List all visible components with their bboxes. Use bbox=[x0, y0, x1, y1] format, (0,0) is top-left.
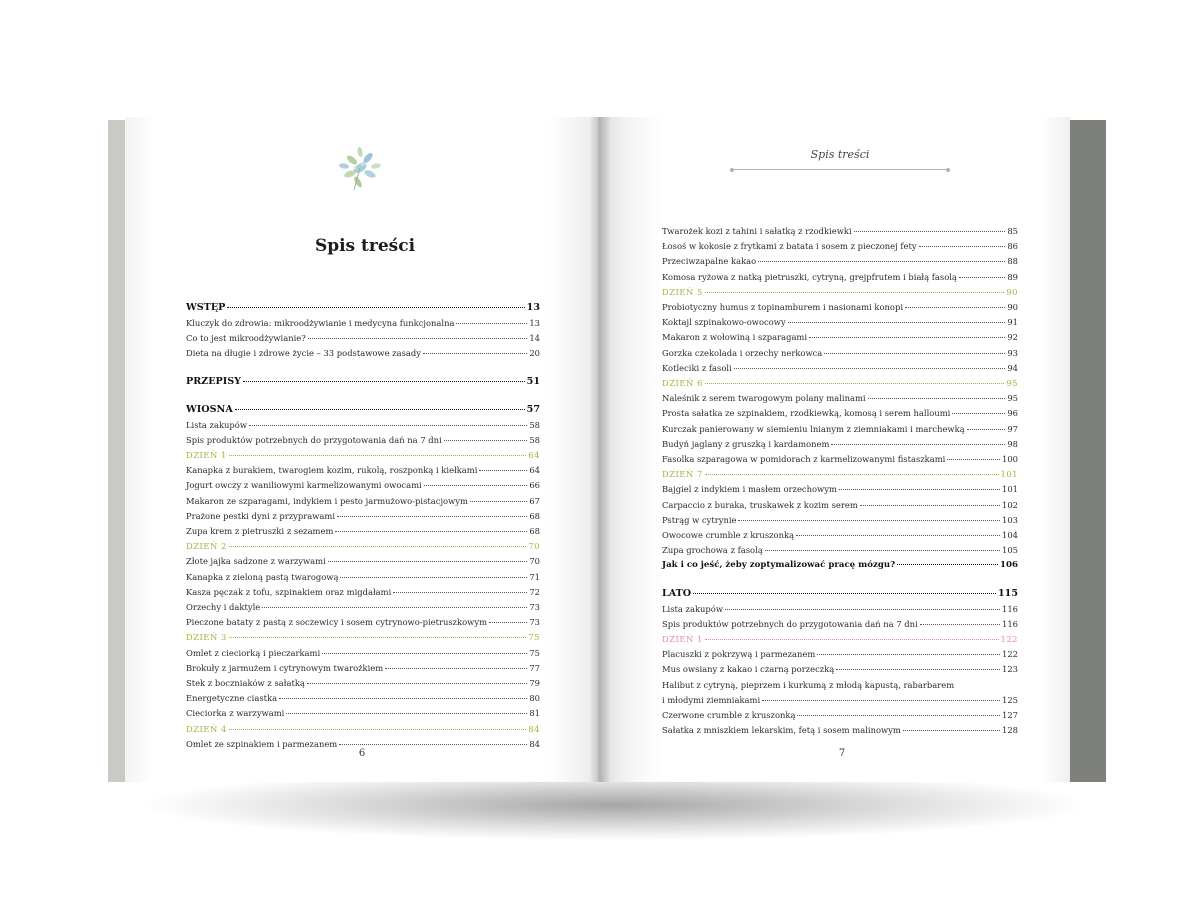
toc-entry-title: Zupa krem z pietruszki z sezamem bbox=[186, 526, 334, 537]
toc-entry-title: PRZEPISY bbox=[186, 375, 241, 387]
toc-entry bbox=[186, 331, 540, 346]
toc-entry-title: Brokuły z jarmużem i cytrynowym twarożkiem bbox=[186, 662, 384, 673]
toc-entry-page: 122 bbox=[1000, 634, 1018, 645]
toc-day-heading bbox=[662, 285, 1018, 300]
toc-entry-page: 101 bbox=[1002, 484, 1018, 495]
page-number-right: 7 bbox=[838, 748, 846, 759]
toc-entry-title: Kurczak panierowany w siemieniu lnianym z ziemniakami i marchewką bbox=[662, 423, 965, 434]
page-title: Spis treści bbox=[314, 236, 416, 256]
toc-entry-page: 105 bbox=[1002, 545, 1018, 556]
toc-entry-page: 14 bbox=[529, 333, 540, 344]
toc-entry-title: Koktajl szpinakowo-owocowy bbox=[662, 317, 786, 328]
toc-entry-page: 70 bbox=[529, 556, 540, 567]
toc-dot-leader bbox=[868, 398, 1006, 399]
toc-entry-title: Prażone pestki dyni z przyprawami bbox=[186, 510, 336, 521]
toc-entry-page: 73 bbox=[529, 602, 540, 613]
toc-entry-title: Przeciwzapalne kakao bbox=[662, 256, 757, 267]
toc-entry bbox=[186, 615, 540, 630]
toc-entry-title: Omlet ze szpinakiem i parmezanem bbox=[186, 738, 338, 749]
toc-entry bbox=[662, 422, 1018, 437]
toc-entry bbox=[186, 418, 540, 433]
toc-chapter-heading bbox=[662, 558, 1018, 573]
toc-entry bbox=[662, 708, 1018, 723]
toc-entry bbox=[662, 528, 1018, 543]
toc-gap bbox=[662, 574, 1018, 586]
toc-dot-leader bbox=[286, 713, 527, 714]
toc-dot-leader bbox=[705, 292, 1005, 293]
toc-day-heading bbox=[662, 376, 1018, 391]
toc-entry bbox=[186, 524, 540, 539]
toc-section-heading bbox=[186, 300, 540, 316]
toc-dot-leader bbox=[836, 669, 1000, 670]
toc-entry bbox=[186, 463, 540, 478]
toc-gap bbox=[186, 390, 540, 402]
toc-entry-page: 80 bbox=[529, 693, 540, 704]
toc-dot-leader bbox=[307, 683, 527, 684]
toc-entry-title: Carpaccio z buraka, truskawek z kozim serem bbox=[662, 499, 858, 510]
toc-entry-title: Złote jajka sadzone z warzywami bbox=[186, 556, 326, 567]
toc-dot-leader bbox=[423, 353, 527, 354]
toc-dot-leader bbox=[762, 700, 1000, 701]
toc-dot-leader bbox=[824, 353, 1005, 354]
toc-dot-leader bbox=[335, 531, 527, 532]
toc-entry bbox=[662, 498, 1018, 513]
toc-entry bbox=[662, 239, 1018, 254]
toc-entry bbox=[662, 315, 1018, 330]
toc-day-heading bbox=[186, 722, 540, 737]
leaf-sprig-icon bbox=[330, 138, 390, 198]
toc-dot-leader bbox=[897, 564, 998, 565]
toc-right bbox=[662, 224, 1018, 739]
running-head-rule bbox=[732, 169, 948, 170]
toc-entry-title: Energetyczne ciastka bbox=[186, 693, 278, 704]
toc-entry-page: 84 bbox=[528, 723, 540, 734]
toc-dot-leader bbox=[693, 593, 996, 594]
toc-entry-page: 102 bbox=[1002, 499, 1018, 510]
toc-entry bbox=[662, 254, 1018, 269]
toc-entry bbox=[662, 346, 1018, 361]
toc-day-heading bbox=[186, 630, 540, 645]
toc-entry-page: 89 bbox=[1007, 271, 1018, 282]
toc-entry-title: Kluczyk do zdrowia: mikroodżywianie i medycyna funkcjonalna bbox=[186, 318, 455, 328]
toc-entry-title: DZIEŃ 6 bbox=[662, 378, 703, 389]
toc-dot-leader bbox=[479, 470, 527, 471]
toc-dot-leader bbox=[734, 368, 1006, 369]
toc-entry bbox=[662, 543, 1018, 558]
toc-entry-title: Prosta sałatka ze szpinakiem, rzodkiewką, komosą i serem halloumi bbox=[662, 408, 951, 419]
toc-section-heading bbox=[662, 586, 1018, 602]
toc-entry-title: DZIEŃ 4 bbox=[186, 723, 227, 734]
toc-entry-title: Lista zakupów bbox=[186, 419, 248, 430]
toc-entry bbox=[662, 662, 1018, 677]
toc-dot-leader bbox=[279, 698, 527, 699]
toc-entry-page: 88 bbox=[1007, 256, 1018, 267]
toc-entry-page: 72 bbox=[529, 586, 540, 597]
toc-entry-title: Gorzka czekolada i orzechy nerkowca bbox=[662, 347, 823, 358]
toc-entry bbox=[662, 437, 1018, 452]
toc-entry-title: Pieczone bataty z pastą z soczewicy i sosem cytrynowo-pietruszkowym bbox=[186, 617, 488, 628]
toc-left bbox=[186, 300, 540, 752]
toc-dot-leader bbox=[903, 730, 1000, 731]
toc-entry-title: Mus owsiany z kakao i czarną porzeczką bbox=[662, 664, 835, 675]
toc-entry-title: Dieta na długie i zdrowe życie – 33 podstawowe zasady bbox=[186, 348, 422, 359]
toc-entry-page: 123 bbox=[1002, 664, 1018, 675]
toc-entry-page: 96 bbox=[1007, 408, 1018, 419]
toc-dot-leader bbox=[967, 429, 1006, 430]
toc-entry-title: DZIEŃ 7 bbox=[662, 469, 703, 480]
toc-entry bbox=[186, 600, 540, 615]
toc-entry bbox=[662, 391, 1018, 406]
toc-entry-title: Czerwone crumble z kruszonką bbox=[662, 710, 796, 721]
book-spine bbox=[590, 117, 610, 782]
toc-entry-page: 95 bbox=[1007, 393, 1018, 404]
toc-entry bbox=[662, 224, 1018, 239]
toc-entry-page: 94 bbox=[1007, 362, 1018, 373]
toc-dot-leader bbox=[854, 231, 1006, 232]
toc-entry bbox=[186, 646, 540, 661]
toc-entry-page: 58 bbox=[529, 434, 540, 445]
toc-dot-leader bbox=[243, 381, 525, 382]
toc-entry-title: Placuszki z pokrzywą i parmezanem bbox=[662, 649, 816, 660]
toc-dot-leader bbox=[919, 246, 1006, 247]
toc-entry-title: Jak i co jeść, żeby zoptymalizować pracę mózgu? bbox=[662, 560, 896, 571]
toc-entry-title: DZIEŃ 1 bbox=[186, 450, 227, 461]
toc-dot-leader bbox=[229, 455, 527, 456]
toc-entry-page: 68 bbox=[529, 510, 540, 521]
toc-dot-leader bbox=[796, 535, 1000, 536]
toc-entry-title: Co to jest mikroodżywianie? bbox=[186, 333, 306, 344]
running-head: Spis treści bbox=[810, 148, 870, 161]
toc-entry-title: Budyń jaglany z gruszką i kardamonem bbox=[662, 438, 830, 449]
toc-section-heading bbox=[186, 402, 540, 418]
page-number-left: 6 bbox=[358, 748, 366, 759]
toc-entry-page: 86 bbox=[1007, 241, 1018, 252]
toc-entry bbox=[662, 678, 1018, 693]
toc-dot-leader bbox=[705, 639, 999, 640]
toc-entry-title: Komosa ryżowa z natką pietruszki, cytryną, grejpfrutem i białą fasolą bbox=[662, 271, 957, 282]
toc-dot-leader bbox=[705, 383, 1005, 384]
toc-entry-page: 20 bbox=[529, 348, 540, 359]
toc-entry-title: Twarożek kozi z tahini i sałatką z rzodkiewki bbox=[662, 226, 852, 236]
toc-entry-page: 13 bbox=[526, 302, 540, 313]
toc-entry-page: 90 bbox=[1007, 302, 1018, 313]
toc-entry bbox=[662, 361, 1018, 376]
toc-dot-leader bbox=[249, 425, 527, 426]
toc-entry-page: 92 bbox=[1007, 332, 1018, 343]
toc-entry bbox=[186, 433, 540, 448]
toc-entry-title: Łosoś w kokosie z frytkami z batata i sosem z pieczonej fety bbox=[662, 241, 917, 252]
toc-dot-leader bbox=[227, 307, 524, 308]
toc-dot-leader bbox=[725, 609, 1000, 610]
toc-entry-title: WIOSNA bbox=[186, 403, 233, 415]
toc-entry-page: 125 bbox=[1002, 694, 1018, 705]
toc-entry-page: 103 bbox=[1002, 514, 1018, 525]
toc-entry bbox=[662, 693, 1018, 708]
toc-dot-leader bbox=[738, 520, 1000, 521]
toc-dot-leader bbox=[705, 474, 999, 475]
toc-dot-leader bbox=[235, 409, 525, 410]
toc-entry-title: Kanapka z burakiem, twarogiem kozim, rukolą, roszponką i kiełkami bbox=[186, 465, 478, 476]
toc-entry bbox=[186, 676, 540, 691]
toc-entry-title: Jogurt owczy z waniliowymi karmelizowanymi owocami bbox=[186, 480, 422, 491]
toc-dot-leader bbox=[339, 744, 527, 745]
toc-entry-title: Owocowe crumble z kruszonką bbox=[662, 530, 795, 541]
toc-entry-page: 93 bbox=[1007, 347, 1018, 358]
toc-entry-page: 51 bbox=[526, 375, 540, 387]
toc-entry bbox=[662, 452, 1018, 467]
toc-entry-title: Probiotyczny humus z topinamburem i nasionami konopi bbox=[662, 302, 904, 313]
toc-dot-leader bbox=[797, 715, 1000, 716]
toc-entry-page: 67 bbox=[529, 495, 540, 506]
toc-entry-title: Lista zakupów bbox=[662, 603, 724, 614]
toc-dot-leader bbox=[817, 654, 1000, 655]
toc-entry-title: Kanapka z zieloną pastą twarogową bbox=[186, 571, 339, 582]
toc-entry-page: 104 bbox=[1002, 530, 1018, 541]
toc-entry-title: WSTĘP bbox=[186, 302, 226, 313]
toc-entry-page: 122 bbox=[1002, 649, 1018, 660]
toc-dot-leader bbox=[489, 622, 527, 623]
toc-dot-leader bbox=[308, 338, 528, 339]
toc-entry-page: 101 bbox=[1000, 469, 1018, 480]
toc-entry-page: 91 bbox=[1007, 317, 1018, 328]
toc-dot-leader bbox=[765, 550, 1000, 551]
toc-entry-page: 97 bbox=[1007, 423, 1018, 434]
toc-dot-leader bbox=[839, 489, 1000, 490]
toc-entry-title: Fasolka szparagowa w pomidorach z karmelizowanymi fistaszkami bbox=[662, 454, 946, 465]
toc-entry-title: DZIEŃ 2 bbox=[186, 541, 227, 552]
toc-dot-leader bbox=[959, 277, 1005, 278]
toc-entry-page: 79 bbox=[529, 678, 540, 689]
toc-entry-page: 77 bbox=[529, 662, 540, 673]
toc-entry-title: Stek z boczniaków z sałatką bbox=[186, 678, 305, 689]
toc-entry-title: Orzechy i daktyle bbox=[186, 602, 261, 613]
toc-entry-title: Sałatka z mniszkiem lekarskim, fetą i sosem malinowym bbox=[662, 725, 901, 736]
toc-dot-leader bbox=[920, 624, 1000, 625]
toc-entry-page: 71 bbox=[529, 571, 540, 582]
toc-day-heading bbox=[186, 539, 540, 554]
toc-gap bbox=[186, 362, 540, 374]
toc-entry bbox=[662, 406, 1018, 421]
toc-entry-page: 116 bbox=[1002, 618, 1018, 629]
toc-entry-page: 75 bbox=[529, 647, 540, 658]
toc-entry-title: Makaron ze szparagami, indykiem i pesto jarmużowo-pistacjowym bbox=[186, 495, 468, 506]
toc-entry-page: 95 bbox=[1006, 378, 1018, 389]
toc-entry bbox=[186, 585, 540, 600]
toc-entry bbox=[186, 706, 540, 721]
toc-entry-page: 13 bbox=[529, 318, 540, 328]
toc-dot-leader bbox=[758, 261, 1005, 262]
toc-entry bbox=[662, 300, 1018, 315]
toc-dot-leader bbox=[456, 323, 527, 324]
toc-entry bbox=[662, 270, 1018, 285]
toc-entry-page: 115 bbox=[997, 587, 1018, 599]
toc-entry-title: Spis produktów potrzebnych do przygotowania dań na 7 dni bbox=[662, 618, 918, 629]
toc-entry bbox=[186, 346, 540, 361]
toc-entry-page: 81 bbox=[529, 708, 540, 719]
toc-entry-title: LATO bbox=[662, 587, 692, 599]
toc-dot-leader bbox=[337, 516, 527, 517]
toc-dot-leader bbox=[809, 337, 1005, 338]
toc-entry bbox=[186, 494, 540, 509]
toc-dot-leader bbox=[340, 577, 527, 578]
toc-dot-leader bbox=[947, 459, 1000, 460]
toc-dot-leader bbox=[262, 607, 527, 608]
toc-entry bbox=[662, 602, 1018, 617]
toc-entry-title: DZIEŃ 5 bbox=[662, 286, 703, 297]
toc-entry-title: Kasza pęczak z tofu, szpinakiem oraz migdałami bbox=[186, 586, 392, 597]
toc-day-heading bbox=[186, 448, 540, 463]
toc-entry bbox=[186, 509, 540, 524]
toc-entry bbox=[662, 482, 1018, 497]
toc-dot-leader bbox=[393, 592, 527, 593]
toc-entry-page: 64 bbox=[529, 465, 540, 476]
toc-dot-leader bbox=[788, 322, 1006, 323]
toc-entry-page: 100 bbox=[1002, 454, 1018, 465]
toc-dot-leader bbox=[229, 546, 527, 547]
toc-entry-page: 75 bbox=[528, 632, 540, 643]
toc-dot-leader bbox=[424, 485, 528, 486]
toc-dot-leader bbox=[470, 501, 527, 502]
toc-entry bbox=[662, 513, 1018, 528]
toc-entry-title: Kotleciki z fasoli bbox=[662, 362, 732, 373]
toc-entry-title: Halibut z cytryną, pieprzem i kurkumą z młodą kapustą, rabarbarem bbox=[662, 679, 955, 690]
toc-entry-page: 57 bbox=[526, 403, 540, 415]
toc-entry-page: 68 bbox=[529, 526, 540, 537]
toc-entry bbox=[662, 617, 1018, 632]
toc-entry-page: 85 bbox=[1007, 226, 1018, 236]
toc-day-heading bbox=[662, 632, 1018, 647]
toc-entry bbox=[186, 661, 540, 676]
toc-entry-title: Omlet z cieciorką i pieczarkami bbox=[186, 647, 321, 658]
toc-entry bbox=[662, 647, 1018, 662]
toc-entry bbox=[186, 691, 540, 706]
toc-entry-title: Zupa grochowa z fasolą bbox=[662, 545, 763, 556]
toc-entry-page: 98 bbox=[1007, 438, 1018, 449]
toc-entry-title: Bajgiel z indykiem i masłem orzechowym bbox=[662, 484, 837, 495]
toc-dot-leader bbox=[831, 444, 1005, 445]
toc-dot-leader bbox=[444, 440, 528, 441]
toc-entry-title: Spis produktów potrzebnych do przygotowania dań na 7 dni bbox=[186, 434, 442, 445]
toc-dot-leader bbox=[385, 668, 527, 669]
toc-dot-leader bbox=[229, 729, 527, 730]
toc-entry-page: 90 bbox=[1006, 286, 1018, 297]
toc-section-heading bbox=[186, 374, 540, 390]
toc-entry-page: 128 bbox=[1002, 725, 1018, 736]
toc-entry-page: 58 bbox=[529, 419, 540, 430]
toc-entry-page: 127 bbox=[1002, 710, 1018, 721]
toc-dot-leader bbox=[229, 637, 527, 638]
toc-dot-leader bbox=[952, 413, 1005, 414]
toc-entry bbox=[662, 723, 1018, 738]
toc-entry-title: Naleśnik z serem twarogowym polany malinami bbox=[662, 393, 866, 404]
toc-entry-page: 64 bbox=[528, 450, 540, 461]
toc-entry-page: 73 bbox=[529, 617, 540, 628]
toc-dot-leader bbox=[905, 307, 1005, 308]
toc-entry-title: Pstrąg w cytrynie bbox=[662, 514, 737, 525]
toc-dot-leader bbox=[322, 653, 527, 654]
toc-entry-page: 70 bbox=[528, 541, 540, 552]
toc-entry bbox=[186, 478, 540, 493]
toc-entry-title: Makaron z wołowiną i szparagami bbox=[662, 332, 808, 343]
toc-entry-title: DZIEŃ 3 bbox=[186, 632, 227, 643]
toc-entry-page: 116 bbox=[1002, 603, 1018, 614]
toc-dot-leader bbox=[860, 505, 1000, 506]
toc-entry bbox=[186, 316, 540, 331]
toc-entry bbox=[662, 330, 1018, 345]
toc-dot-leader bbox=[328, 561, 528, 562]
toc-day-heading bbox=[662, 467, 1018, 482]
toc-entry-title: Cieciorka z warzywami bbox=[186, 708, 285, 719]
toc-entry-title: DZIEŃ 1 bbox=[662, 634, 703, 645]
toc-entry bbox=[186, 554, 540, 569]
toc-entry-title: i młodymi ziemniakami bbox=[662, 694, 761, 705]
toc-entry-page: 106 bbox=[1000, 560, 1018, 571]
toc-entry-page: 84 bbox=[529, 738, 540, 749]
toc-entry-page: 66 bbox=[529, 480, 540, 491]
toc-entry bbox=[186, 570, 540, 585]
